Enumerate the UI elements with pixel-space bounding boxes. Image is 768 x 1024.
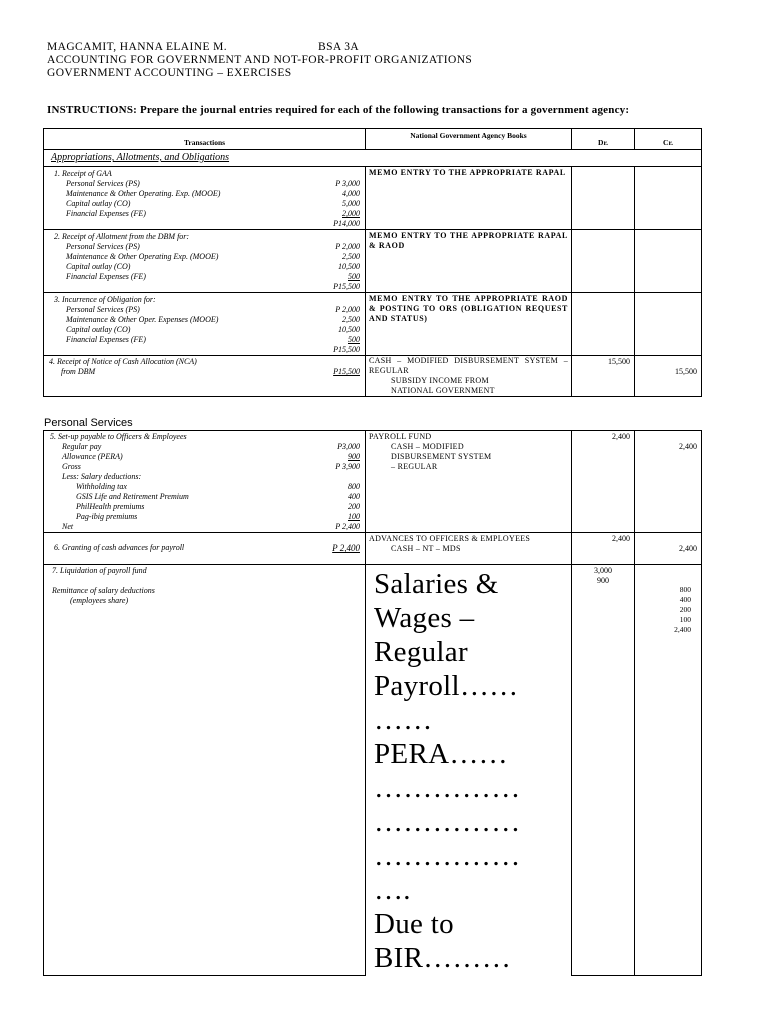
journal-table-1: [43, 128, 702, 397]
instructions: INSTRUCTIONS: Prepare the journal entries required for each of the following transactions for a government agency:: [47, 104, 630, 116]
line-total: P15,500: [333, 282, 360, 291]
section-row: [44, 150, 702, 167]
t4-entry-dr: CASH – MODIFIED DISBURSEMENT SYSTEM – REGULAR: [369, 356, 568, 375]
t4-title: 4. Receipt of Notice of Cash Allocation (NCA): [49, 357, 197, 366]
col-books: National Government Agency Books: [366, 129, 572, 150]
t6-entry-2: CASH – NT – MDS: [391, 544, 461, 553]
line-total: P15,500: [333, 345, 360, 354]
t5-entry-2: CASH – MODIFIED: [391, 442, 464, 451]
table-row: [44, 565, 702, 976]
line-item: 6. Granting of cash advances for payroll P 2,400: [54, 543, 360, 553]
line-item: Financial Expenses (FE) 2,000: [66, 209, 360, 218]
t4-cr: 15,500: [635, 356, 702, 397]
t7-title: 7. Liquidation of payroll fund: [52, 566, 147, 575]
t5-cr: 2,400: [635, 431, 702, 533]
line-total: from DBM P15,500: [61, 367, 360, 376]
line-item: Regular pay P3,000: [62, 442, 360, 451]
line-item: Financial Expenses (FE) 500: [66, 335, 360, 344]
table-row: [44, 230, 702, 293]
topic-title: GOVERNMENT ACCOUNTING – EXERCISES: [47, 67, 292, 79]
t6-entry-1: ADVANCES TO OFFICERS & EMPLOYEES: [369, 534, 531, 543]
t5-entry-4: – REGULAR: [391, 462, 438, 471]
deduction-item: GSIS Life and Retirement Premium 400: [76, 492, 360, 501]
student-name: MAGCAMIT, HANNA ELAINE M.: [47, 41, 228, 53]
line-item: Personal Services (PS) P 2,000: [66, 305, 360, 314]
col-dr: Dr.: [572, 129, 635, 150]
table-row: [44, 533, 702, 565]
journal-table-2: [43, 430, 702, 976]
line-net: Net P 2,400: [62, 522, 360, 531]
table-row: [44, 356, 702, 397]
t6-dr: 2,400: [572, 533, 635, 565]
t2-entry: MEMO ENTRY TO THE APPROPRIATE RAPAL & RAOD: [366, 230, 572, 293]
t4-entry-cr2: NATIONAL GOVERNMENT: [391, 386, 495, 395]
deduction-item: Pag-ibig premiums 100: [76, 512, 360, 521]
line-item: Capital outlay (CO) 10,500: [66, 262, 360, 271]
student-section: BSA 3A: [318, 41, 360, 53]
t5-entry-1: PAYROLL FUND: [369, 432, 432, 441]
table-header-row: [44, 129, 702, 150]
deduction-item: PhilHealth premiums 200: [76, 502, 360, 511]
line-item: Personal Services (PS) P 3,000: [66, 179, 360, 188]
line-item: Maintenance & Other Oper. Expenses (MOOE) 2,500: [66, 315, 360, 324]
t6-cr: 2,400: [635, 533, 702, 565]
line-item: Gross P 3,900: [62, 462, 360, 471]
col-cr: Cr.: [635, 129, 702, 150]
t7-entry-text: Salaries & Wages – Regular Payroll…… …… PERA…… …………… …………… …………… …. Due to BIR………: [374, 568, 521, 974]
deduction-item: Withholding tax 800: [76, 482, 360, 491]
t7-dr: 3,000 900: [572, 565, 635, 976]
line-item: Maintenance & Other Operating Exp. (MOOE) 2,500: [66, 252, 360, 261]
line-item: Capital outlay (CO) 10,500: [66, 325, 360, 334]
line-item: Allowance (PERA) 900: [62, 452, 360, 461]
section-title-personal-services: Personal Services: [44, 417, 133, 429]
t1-title: 1. Receipt of GAA: [54, 169, 112, 178]
student-line: [47, 41, 360, 54]
less-label: Less: Salary deductions:: [62, 472, 142, 481]
line-item: Financial Expenses (FE) 500: [66, 272, 360, 281]
t5-dr: 2,400: [572, 431, 635, 533]
t3-entry: MEMO ENTRY TO THE APPROPRIATE RAOD & POSTING TO ORS (OBLIGATION REQUEST AND STATUS): [366, 293, 572, 356]
t5-entry-3: DISBURSEMENT SYSTEM: [391, 452, 492, 461]
t4-entry-cr1: SUBSIDY INCOME FROM: [391, 376, 489, 385]
table-row: [44, 167, 702, 230]
col-transactions: Transactions: [44, 129, 366, 150]
t4-dr: 15,500: [572, 356, 635, 397]
t2-title: 2. Receipt of Allotment from the DBM for:: [54, 232, 190, 241]
line-item: Capital outlay (CO) 5,000: [66, 199, 360, 208]
line-item: Maintenance & Other Operating. Exp. (MOOE) 4,000: [66, 189, 360, 198]
t3-title: 3. Incurrence of Obligation for:: [54, 295, 156, 304]
section-title: Appropriations, Allotments, and Obligations: [51, 152, 230, 163]
table-row: [44, 293, 702, 356]
t7-cr: 800 400 200 100 2,400: [635, 565, 702, 976]
t1-entry: MEMO ENTRY TO THE APPROPRIATE RAPAL: [366, 167, 572, 230]
t7-remit-1: Remittance of salary deductions: [52, 586, 155, 595]
t7-remit-2: (employees share): [70, 596, 129, 605]
line-item: Personal Services (PS) P 2,000: [66, 242, 360, 251]
course-title: ACCOUNTING FOR GOVERNMENT AND NOT-FOR-PROFIT ORGANIZATIONS: [47, 54, 473, 66]
line-total: P14,000: [333, 219, 360, 228]
table-row: [44, 431, 702, 533]
t5-title: 5. Set-up payable to Officers & Employees: [50, 432, 187, 441]
